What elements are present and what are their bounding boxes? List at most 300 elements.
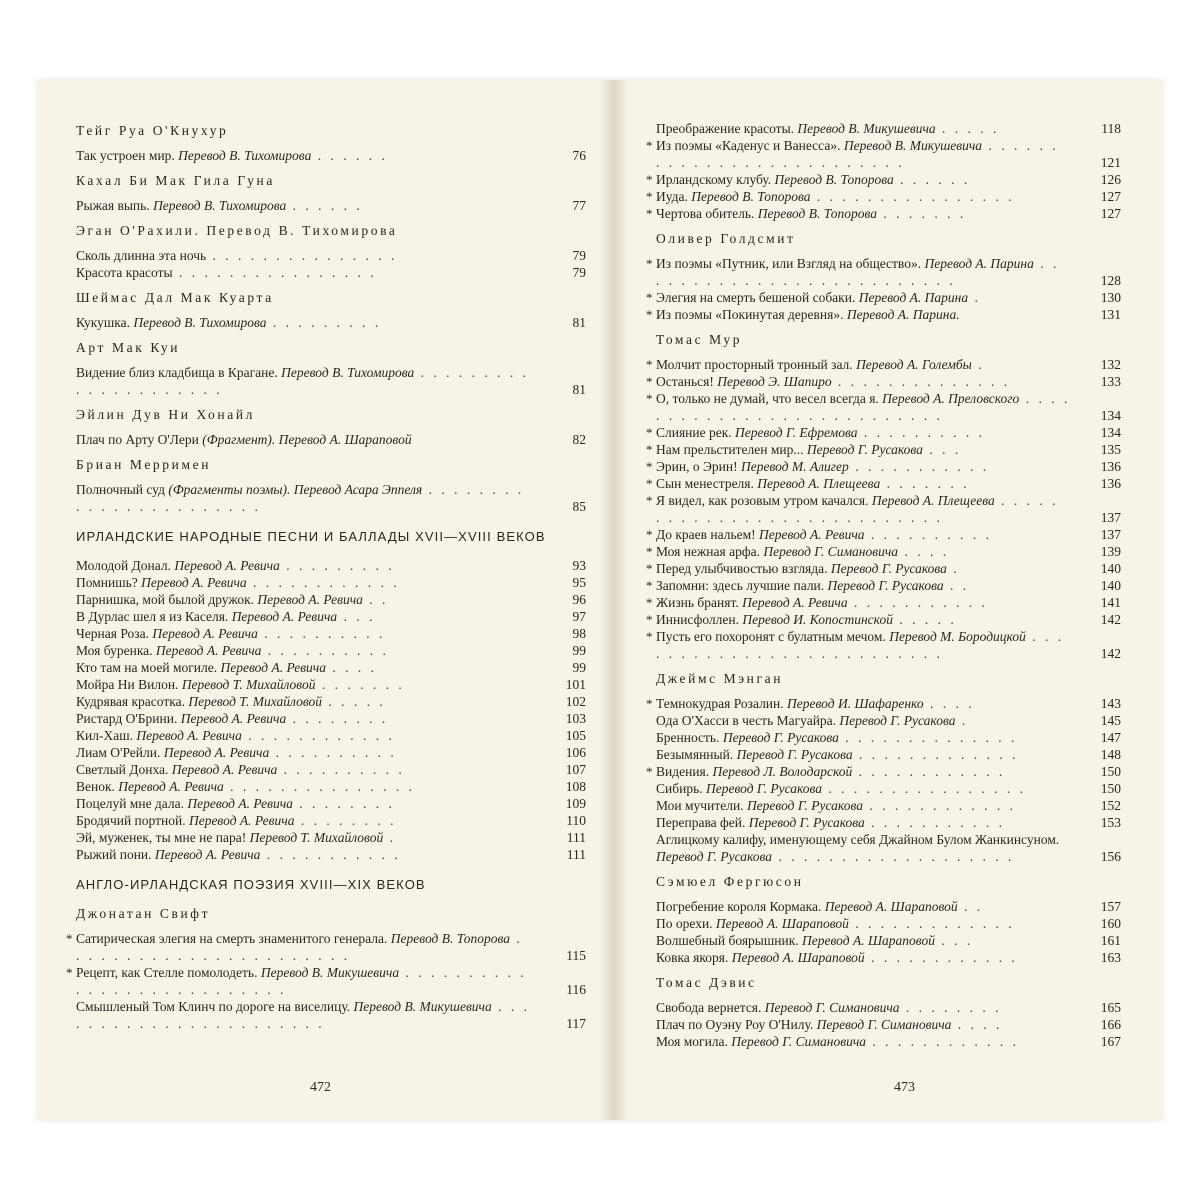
dot-leader: . . . . <box>951 1017 1003 1032</box>
entry-title: Из поэмы «Путник, или Взгляд на общество». <box>656 256 925 271</box>
entry-translator: Перевод В. Микушевича <box>843 138 983 153</box>
dot-leader: . . . . . . . . . . . . . <box>852 747 1019 762</box>
toc-entry <box>646 475 1121 492</box>
dot-leader: . . . . . . . . . . . . . . . . . . . . . . . <box>76 999 530 1031</box>
entry-page-number: 96 <box>572 592 586 607</box>
dot-leader: . . . . . . . . . . <box>277 762 405 777</box>
entry-page-number: 145 <box>1100 713 1121 728</box>
book-spread <box>38 80 1162 1120</box>
entry-title: Иннисфоллен. <box>656 612 743 627</box>
dot-leader: . . . . . . . . . . . . . . . . . . . . . . . . . . . . <box>656 493 1059 525</box>
dot-leader: . . . . . <box>322 694 386 709</box>
entry-title: До краев нальем! <box>656 527 760 542</box>
toc-entry <box>646 695 1121 712</box>
entry-text <box>656 915 1121 932</box>
entry-page-number: 97 <box>572 609 586 624</box>
entry-page-number: 76 <box>572 148 586 163</box>
entry-page-number: 79 <box>572 248 586 263</box>
entry-page-number: 116 <box>566 982 586 997</box>
entry-text <box>656 356 1121 373</box>
author-heading: Кахал Би Мак Гила Гуна <box>76 173 275 188</box>
dot-leader: . . . . . . . . <box>286 711 389 726</box>
entry-text <box>656 289 1121 306</box>
entry-page-number: 142 <box>1100 612 1121 627</box>
entry-translator: Перевод Г. Симановича <box>731 1034 867 1049</box>
entry-page-number: 111 <box>566 847 586 862</box>
entry-translator: Перевод А. Преловского <box>882 391 1020 406</box>
dot-leader: . . . . . . . . . . <box>257 626 386 641</box>
entry-title: Из поэмы «Покинутая деревня». <box>656 307 847 322</box>
entry-text <box>76 778 586 795</box>
dot-leader: . . . . . . . . . . <box>857 425 986 440</box>
asterisk-mark: * <box>646 561 653 576</box>
asterisk-mark: * <box>646 391 653 406</box>
asterisk-mark: * <box>646 425 653 440</box>
entry-translator: Перевод Г. Русакова <box>830 561 947 576</box>
entry-page-number: 140 <box>1100 561 1121 576</box>
entry-text <box>656 560 1121 577</box>
entry-translator: Перевод М. Бородицкой <box>889 629 1026 644</box>
toc-entry <box>646 543 1121 560</box>
entry-translator: Перевод А. Парина <box>924 256 1034 271</box>
entry-translator: Перевод А. Шараповой <box>731 950 865 965</box>
dot-leader: . . . . . . . . . . . . . . <box>831 374 1011 389</box>
entry-text <box>656 137 1121 171</box>
book-gutter <box>600 80 628 1120</box>
entry-text <box>656 1016 1121 1033</box>
entry-text <box>656 780 1121 797</box>
toc-entry <box>76 197 586 214</box>
toc-entry <box>76 727 586 744</box>
entry-page-number: 131 <box>1100 307 1121 322</box>
entry-translator: Перевод В. Топорова <box>691 189 811 204</box>
toc-entry <box>76 364 586 398</box>
entry-text <box>76 247 586 264</box>
entry-text <box>656 932 1121 949</box>
asterisk-mark: * <box>66 965 73 980</box>
dot-leader: . . . . . . . <box>880 476 970 491</box>
dot-leader: . . . . <box>898 544 950 559</box>
entry-translator: Перевод Г. Русакова <box>722 730 839 745</box>
entry-text <box>76 481 586 515</box>
toc-entry <box>656 915 1121 932</box>
section-heading: ИРЛАНДСКИЕ НАРОДНЫЕ ПЕСНИ И БАЛЛАДЫ XVII—XVIII ВЕКОВ <box>76 529 546 544</box>
toc-entry <box>76 693 586 710</box>
entry-text <box>656 797 1121 814</box>
entry-page-number: 130 <box>1100 290 1121 305</box>
entry-title: Я видел, как розовым утром качался. <box>656 493 872 508</box>
entry-translator: Перевод А. Ревича <box>759 527 865 542</box>
entry-title: Ристард О'Брини. <box>76 711 181 726</box>
entry-translator: Перевод А. Ревича <box>188 813 295 828</box>
entry-title: Мои мучители. <box>656 798 747 813</box>
toc-entry <box>646 171 1121 188</box>
entry-title: Запомни: здесь лучшие пали. <box>656 578 828 593</box>
dot-leader: . . . . . . . . . . . . . . . . <box>810 189 1015 204</box>
entry-page-number: 143 <box>1100 696 1121 711</box>
asterisk-mark: * <box>646 764 653 779</box>
dot-leader: . . . . . . . . . . . . <box>866 1034 1020 1049</box>
entry-text <box>76 625 586 642</box>
toc-entry <box>646 306 1121 323</box>
entry-page-number: 117 <box>566 1016 586 1031</box>
entry-title: Волшебный боярышник. <box>656 933 803 948</box>
asterisk-mark: * <box>646 374 653 389</box>
entry-text <box>76 761 586 778</box>
toc-entry <box>646 526 1121 543</box>
entry-title: Слияние рек. <box>656 425 736 440</box>
toc-entry <box>656 949 1121 966</box>
entry-title: Останься! <box>656 374 718 389</box>
toc-entry <box>66 964 586 998</box>
entry-page-number: 150 <box>1100 764 1121 779</box>
entry-page-number: 81 <box>572 315 586 330</box>
toc-entry <box>76 829 586 846</box>
dot-leader: . . . . . . <box>893 172 971 187</box>
entry-text <box>656 628 1121 662</box>
asterisk-mark: * <box>646 612 653 627</box>
entry-translator: Перевод А. Ревича <box>155 643 262 658</box>
entry-page-number: 95 <box>572 575 586 590</box>
entry-translator: Перевод Г. Русакова <box>746 798 863 813</box>
toc-entry <box>656 712 1121 729</box>
entry-page-number: 150 <box>1100 781 1121 796</box>
entry-translator: (Фрагменты поэмы). Перевод Асара Эппеля <box>168 482 423 497</box>
toc-entry <box>656 797 1121 814</box>
entry-title: Свобода вернется. <box>656 1000 765 1015</box>
entry-text <box>76 693 586 710</box>
dot-leader: . . . . . . . . . . . . . . . . <box>822 781 1027 796</box>
entry-page-number: 85 <box>572 499 586 514</box>
entry-page-number: 103 <box>565 711 586 726</box>
asterisk-mark: * <box>646 578 653 593</box>
entry-text <box>76 829 586 846</box>
entry-text <box>656 712 1121 729</box>
entry-title: Бродячий портной. <box>76 813 189 828</box>
toc-entry <box>76 846 586 863</box>
entry-translator: Перевод Г. Русакова <box>736 747 853 762</box>
entry-page-number: 135 <box>1100 442 1121 457</box>
entry-title: Так устроен мир. <box>76 148 179 163</box>
entry-translator: Перевод А. Ревича <box>174 558 280 573</box>
entry-translator: Перевод В. Микушевича <box>797 121 936 136</box>
dot-leader: . . . . . . . . . . . . . . . . . . . <box>772 849 1015 864</box>
dot-leader: . . . . . . . . . . . . . . . . . . . . . . . <box>76 931 523 963</box>
entry-text <box>76 364 586 398</box>
dot-leader: . . . . . . . . . . <box>261 643 389 658</box>
entry-translator: Перевод И. Копостинской <box>742 612 893 627</box>
right-page <box>646 80 1121 1120</box>
author-heading: Томас Мур <box>656 332 743 347</box>
entry-text <box>656 390 1121 424</box>
entry-translator: Перевод М. Алигер <box>740 459 849 474</box>
entry-page-number: 133 <box>1100 374 1121 389</box>
entry-title: Элегия на смерть бешеной собаки. <box>656 290 859 305</box>
toc-entry <box>76 998 586 1032</box>
entry-text <box>76 710 586 727</box>
entry-title: Рецепт, как Стелле помолодеть. <box>76 965 261 980</box>
toc-entry <box>646 560 1121 577</box>
toc-entry <box>76 710 586 727</box>
toc-entry <box>76 608 586 625</box>
entry-page-number: 79 <box>572 265 586 280</box>
toc-entry <box>646 137 1121 171</box>
dot-leader: . . . . . . . <box>877 206 967 221</box>
dot-leader: . . . . . . . . . . . . . . . . <box>172 265 377 280</box>
entry-title: Кил-Хаш. <box>76 728 137 743</box>
dot-leader: . . . <box>934 933 974 948</box>
entry-text <box>656 373 1121 390</box>
entry-translator: Перевод В. Тихомирова <box>133 315 267 330</box>
entry-page-number: 141 <box>1100 595 1121 610</box>
entry-translator: Перевод А. Плещеева <box>757 476 881 491</box>
toc-entry <box>646 492 1121 526</box>
entry-translator: Перевод Т. Михайловой <box>188 694 323 709</box>
entry-title: Венок. <box>76 779 119 794</box>
entry-title: Кто там на моей могиле. <box>76 660 221 675</box>
entry-page-number: 108 <box>565 779 586 794</box>
entry-title: Сибирь. <box>656 781 706 796</box>
dot-leader: . . . . . <box>892 612 957 627</box>
toc-entry <box>76 795 586 812</box>
entry-page-number: 81 <box>572 382 586 397</box>
entry-text <box>656 188 1121 205</box>
toc-entry <box>646 356 1121 373</box>
entry-text <box>656 475 1121 492</box>
dot-leader: . . . . . . . <box>315 677 405 692</box>
dot-leader: . . . . . . . . . <box>279 558 395 573</box>
entry-translator: Перевод А. Ревича <box>152 626 258 641</box>
entry-text <box>656 526 1121 543</box>
dot-leader: . <box>946 561 960 576</box>
entry-page-number: 118 <box>1101 121 1121 136</box>
dot-leader: . . . . . . . . . . . . . . <box>838 730 1018 745</box>
asterisk-mark: * <box>646 595 653 610</box>
entry-text <box>656 831 1121 865</box>
entry-translator: Перевод А. Плещеева <box>871 493 995 508</box>
entry-translator: Перевод А. Ревича <box>220 660 326 675</box>
asterisk-mark: * <box>646 307 653 322</box>
entry-text <box>656 577 1121 594</box>
entry-translator: Перевод Г. Русакова <box>748 815 865 830</box>
dot-leader: . . . . . . . . . . . <box>864 815 1006 830</box>
dot-leader: . . . . . . . . . . . . . . . <box>206 248 398 263</box>
toc-entry <box>656 831 1121 865</box>
entry-page-number: 160 <box>1100 916 1121 931</box>
entry-title: Моя буренка. <box>76 643 156 658</box>
toc-entry <box>646 441 1121 458</box>
entry-page-number: 110 <box>566 813 586 828</box>
entry-page-number: 98 <box>572 626 586 641</box>
dot-leader: . . . . . . . . . . . . . . . . . . . . . . . . . . <box>656 256 1060 288</box>
entry-title: Темнокудрая Розалин. <box>656 696 788 711</box>
dot-leader: . . . . . . . . <box>292 796 395 811</box>
entry-translator: Перевод А. Ревича <box>742 595 848 610</box>
entry-translator: Перевод Г. Русакова <box>705 781 823 796</box>
toc-entry <box>656 999 1121 1016</box>
entry-title: Моя могила. <box>656 1034 732 1049</box>
toc-entry <box>646 424 1121 441</box>
entry-title: Мойра Ни Вилон. <box>76 677 182 692</box>
entry-title: Видения. <box>656 764 713 779</box>
entry-title: Рыжая выпь. <box>76 198 154 213</box>
entry-page-number: 93 <box>572 558 586 573</box>
toc-entry <box>646 390 1121 424</box>
entry-page-number: 127 <box>1100 206 1121 221</box>
entry-title: Иуда. <box>656 189 692 204</box>
author-heading: Эган О'Рахили. Перевод В. Тихомирова <box>76 223 398 238</box>
entry-translator: Перевод Г. Симановича <box>763 544 899 559</box>
entry-text <box>656 594 1121 611</box>
entry-text <box>656 492 1121 526</box>
toc-entry <box>66 930 586 964</box>
toc-entry <box>646 611 1121 628</box>
entry-title: Полночный суд <box>76 482 169 497</box>
toc-entry <box>646 255 1121 289</box>
dot-leader: . <box>383 830 396 845</box>
dot-leader: . . <box>362 592 389 607</box>
author-heading: Оливер Голдсмит <box>656 231 796 246</box>
asterisk-mark: * <box>646 138 653 153</box>
entry-translator: (Фрагмент). Перевод А. Шараповой <box>202 432 412 447</box>
entry-page-number: 152 <box>1100 798 1121 813</box>
toc-entry <box>656 780 1121 797</box>
entry-page-number: 134 <box>1100 425 1121 440</box>
entry-page-number: 137 <box>1100 527 1121 542</box>
entry-title: Светлый Донха. <box>76 762 172 777</box>
dot-leader: . . . . . . . . . . . . <box>852 764 1006 779</box>
right-page-number: 473 <box>894 1080 915 1095</box>
entry-title: Красота красоты <box>76 265 173 280</box>
entry-translator: Перевод А. Ревича <box>231 609 338 624</box>
entry-translator: Перевод А. Парина. <box>846 307 960 322</box>
toc-entry <box>646 763 1121 780</box>
asterisk-mark: * <box>646 629 653 644</box>
dot-leader: . . . . . . . . <box>294 813 397 828</box>
author-heading: Эйлин Дув Ни Хонайл <box>76 407 255 422</box>
entry-text <box>76 197 586 214</box>
entry-translator: Перевод В. Микушевича <box>260 965 400 980</box>
dot-leader: . . . <box>337 609 376 624</box>
toc-entry <box>76 247 586 264</box>
toc-entry <box>656 729 1121 746</box>
entry-title: Чертова обитель. <box>656 206 758 221</box>
entry-translator: Перевод Г. Ефремова <box>735 425 858 440</box>
dot-leader: . . . . . . . . . . . . . . . . . . . . . . . . . . <box>656 138 1059 170</box>
entry-title: Пусть его похоронят с булатным мечом. <box>656 629 890 644</box>
author-heading: Джеймс Мэнган <box>656 671 784 686</box>
toc-entry <box>76 659 586 676</box>
left-page <box>66 80 586 1120</box>
entry-translator: Перевод В. Топорова <box>774 172 894 187</box>
entry-text <box>76 147 586 164</box>
toc-entry <box>76 431 586 448</box>
entry-translator: Перевод Г. Русакова <box>839 713 956 728</box>
entry-text <box>76 727 586 744</box>
entry-title: Жизнь бранят. <box>656 595 743 610</box>
dot-leader: . . . . . . . . . . <box>864 527 993 542</box>
right-page-content <box>646 120 1121 1050</box>
entry-translator: Перевод А. Шараповой <box>715 916 849 931</box>
entry-translator: Перевод Л. Володарской <box>712 764 853 779</box>
entry-page-number: 136 <box>1100 459 1121 474</box>
dot-leader: . <box>955 713 969 728</box>
entry-page-number: 157 <box>1100 899 1121 914</box>
toc-entry <box>646 188 1121 205</box>
asterisk-mark: * <box>646 290 653 305</box>
toc-entry <box>76 625 586 642</box>
entry-translator: Перевод А. Ревича <box>180 711 287 726</box>
entry-page-number: 153 <box>1100 815 1121 830</box>
entry-page-number: 101 <box>565 677 586 692</box>
entry-text <box>656 763 1121 780</box>
asterisk-mark: * <box>646 544 653 559</box>
entry-text <box>76 812 586 829</box>
entry-title: Эй, муженек, ты мне не пара! <box>76 830 250 845</box>
entry-page-number: 167 <box>1100 1034 1121 1049</box>
entry-translator: Перевод В. Топорова <box>757 206 877 221</box>
author-heading: Джонатан Свифт <box>76 906 211 921</box>
toc-entry <box>76 147 586 164</box>
entry-text <box>76 998 586 1032</box>
asterisk-mark: * <box>646 493 653 508</box>
entry-text <box>76 676 586 693</box>
asterisk-mark: * <box>646 476 653 491</box>
entry-title: Нам прельстителен мир... <box>656 442 807 457</box>
asterisk-mark: * <box>646 459 653 474</box>
dot-leader: . . . . . . . . . . . . . . . . . . . . . . . . . . . <box>656 391 1071 423</box>
entry-page-number: 148 <box>1100 747 1121 762</box>
entry-title: Погребение короля Кормака. <box>656 899 825 914</box>
entry-translator: Перевод Г. Симановича <box>764 1000 900 1015</box>
entry-title: Молодой Донал. <box>76 558 175 573</box>
author-heading: Шеймас Дал Мак Куарта <box>76 290 274 305</box>
entry-page-number: 121 <box>1100 155 1121 170</box>
dot-leader: . . . . . . . . . . . <box>848 459 990 474</box>
dot-leader: . . . . . . . . . . . . <box>246 575 400 590</box>
entry-text <box>656 898 1121 915</box>
entry-text <box>656 814 1121 831</box>
entry-translator: Перевод Т. Михайловой <box>249 830 384 845</box>
entry-text <box>76 846 586 863</box>
entry-text <box>656 695 1121 712</box>
entry-text <box>76 795 586 812</box>
dot-leader: . . . . . . . . . . . . <box>863 798 1016 813</box>
entry-text <box>656 458 1121 475</box>
entry-title: Черная Роза. <box>76 626 153 641</box>
entry-title: Эрин, о Эрин! <box>656 459 741 474</box>
entry-title: Лиам О'Рейли. <box>76 745 164 760</box>
entry-page-number: 102 <box>565 694 586 709</box>
toc-entry <box>76 744 586 761</box>
dot-leader: . . . . . . . . <box>899 1000 1002 1015</box>
asterisk-mark: * <box>646 527 653 542</box>
toc-entry <box>646 373 1121 390</box>
entry-title: По орехи. <box>656 916 716 931</box>
toc-entry <box>76 812 586 829</box>
toc-entry <box>76 264 586 281</box>
dot-leader: . . . . . . . . . . . . <box>241 728 395 743</box>
entry-title: Рыжий пони. <box>76 847 155 862</box>
entry-translator: Перевод Т. Михайловой <box>181 677 316 692</box>
entry-text <box>656 543 1121 560</box>
toc-entry <box>656 1033 1121 1050</box>
entry-translator: Перевод А. Ревича <box>141 575 247 590</box>
dot-leader: . . . . . . . . . . . <box>260 847 401 862</box>
dot-leader: . . . . . . <box>311 148 388 163</box>
entry-text <box>656 255 1121 289</box>
entry-text <box>656 1033 1121 1050</box>
